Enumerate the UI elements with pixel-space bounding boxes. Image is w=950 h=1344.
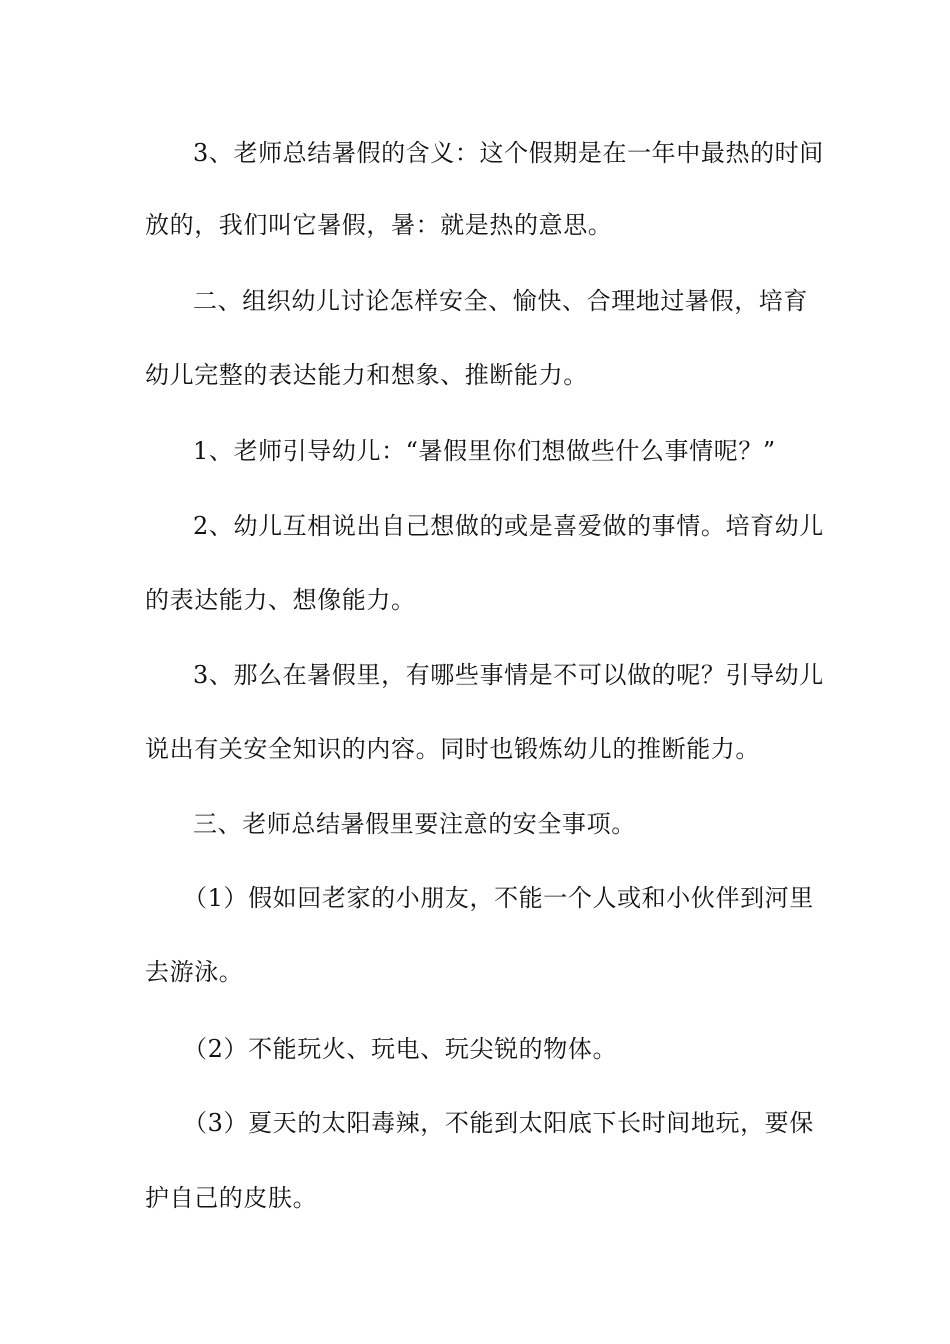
list-item-line: （1）假如回老家的小朋友，不能一个人或和小伙伴到河里 (183, 884, 814, 912)
list-item-line: 去游泳。 (145, 958, 244, 986)
paragraph-line: 的表达能力、想像能力。 (145, 586, 416, 614)
section-heading-line: 三、老师总结暑假里要注意的安全事项。 (193, 810, 636, 838)
paragraph-line: 2、幼儿互相说出自己想做的或是喜爱做的事情。培育幼儿 (193, 512, 824, 540)
paragraph-line: 放的，我们叫它暑假，暑：就是热的意思。 (145, 211, 613, 239)
list-item-line: （3）夏天的太阳毒辣，不能到太阳底下长时间地玩，要保 (183, 1109, 814, 1137)
paragraph-line: 3、那么在暑假里，有哪些事情是不可以做的呢？引导幼儿 (193, 661, 824, 689)
list-item-line: （2）不能玩火、玩电、玩尖锐的物体。 (183, 1035, 618, 1063)
section-heading-line: 二、组织幼儿讨论怎样安全、愉快、合理地过暑假，培育 (193, 287, 808, 315)
section-heading-line: 幼儿完整的表达能力和想象、推断能力。 (145, 361, 588, 389)
paragraph-line: 说出有关安全知识的内容。同时也锻炼幼儿的推断能力。 (145, 735, 760, 763)
paragraph-line: 3、老师总结暑假的含义：这个假期是在一年中最热的时间 (193, 139, 824, 167)
list-item-line: 护自己的皮肤。 (145, 1184, 318, 1212)
paragraph-line: 1、老师引导幼儿：“暑假里你们想做些什么事情呢？” (193, 437, 776, 465)
